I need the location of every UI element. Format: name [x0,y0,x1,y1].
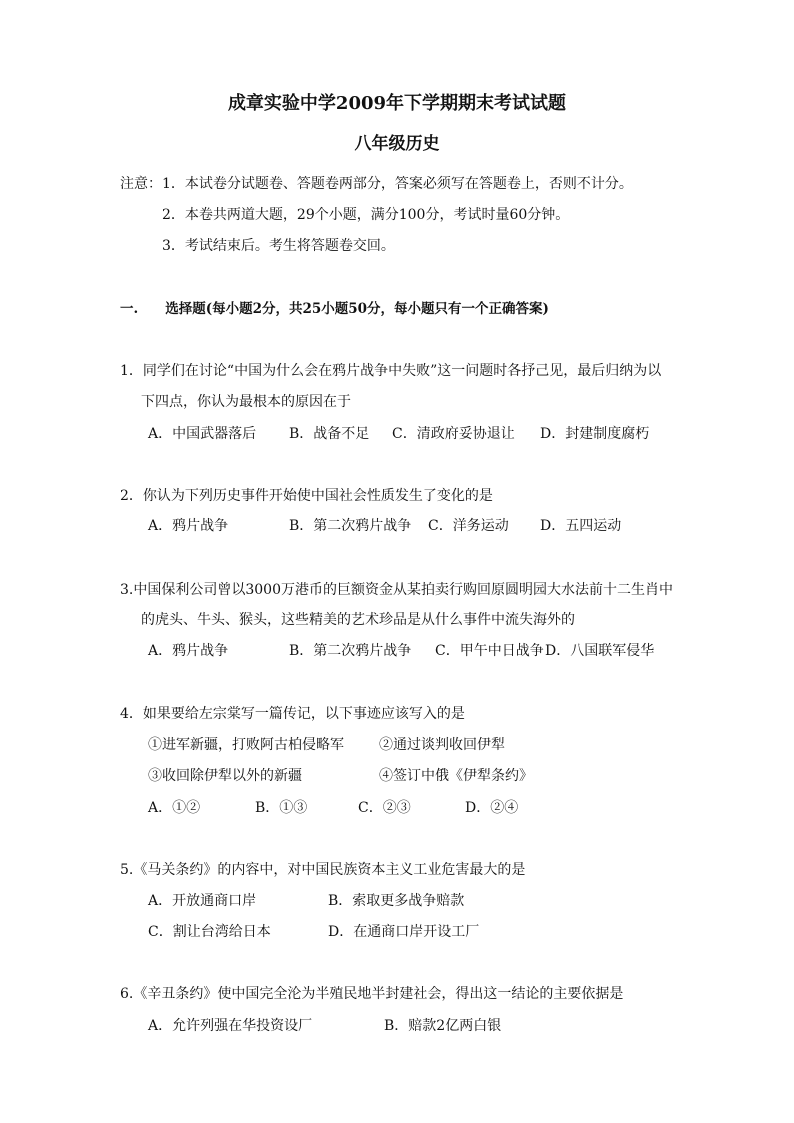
question-3-option-a: A．鸦片战争 [148,643,229,659]
exam-subtitle: 八年级历史 [354,134,440,154]
question-4-item-4: ④签订中俄《伊犁条约》 [379,768,533,784]
question-5-option-a: A．开放通商口岸 [148,893,257,909]
question-1-option-a: A．中国武器落后 [148,426,257,442]
question-1-option-c: C．清政府妥协退让 [392,426,515,442]
question-4-text: 4．如果要给左宗棠写一篇传记，以下事迹应该写入的是 [120,706,465,722]
question-2-option-b: B．第二次鸦片战争 [289,518,412,534]
question-4-option-b: B．①③ [255,800,308,816]
question-4-option-d: D．②④ [465,800,519,816]
question-2-option-c: C．洋务运动 [428,518,509,534]
question-3-option-c: C．甲午中日战争 [435,643,544,659]
question-3-text: 3.中国保利公司曾以3000万港币的巨额资金从某拍卖行购回原圆明园大水法前十二生肖中 [120,582,673,598]
question-5-option-b: B．索取更多战争赔款 [328,893,465,909]
question-4-item-2: ②通过谈判收回伊犁 [379,737,505,753]
note-2: 2．本卷共两道大题，29个小题，满分100分，考试时量60分钟。 [162,207,570,223]
question-6-option-a: A．允许列强在华投资设厂 [148,1018,313,1034]
question-6-option-b: B．赔款2亿两白银 [384,1018,502,1034]
question-2-option-d: D．五四运动 [540,518,622,534]
question-5-option-d: D．在通商口岸开设工厂 [328,924,480,940]
question-2-text: 2．你认为下列历史事件开始使中国社会性质发生了变化的是 [120,488,493,504]
question-4-item-1: ①进军新疆，打败阿古柏侵略军 [148,737,344,753]
note-3: 3．考试结束后。考生将答题卷交回。 [162,238,395,254]
question-1-text: 1．同学们在讨论“中国为什么会在鸦片战争中失败”这一问题时各抒己见，最后归纳为以 [120,363,662,379]
question-4-item-3: ③收回除伊犁以外的新疆 [148,768,302,784]
note-1: 注意：1．本试卷分试题卷、答题卷两部分，答案必须写在答题卷上，否则不计分。 [120,176,633,192]
question-1-text-cont: 下四点，你认为最根本的原因在于 [141,394,351,410]
section-heading: 一. 选择题(每小题2分，共25小题50分，每小题只有一个正确答案) [120,301,549,317]
question-6-text: 6.《辛丑条约》使中国完全沦为半殖民地半封建社会，得出这一结论的主要依据是 [120,986,624,1002]
question-4-option-a: A．①② [148,800,201,816]
question-3-option-b: B．第二次鸦片战争 [289,643,412,659]
question-3-text-cont: 的虎头、牛头、猴头，这些精美的艺术珍品是从什么事件中流失海外的 [141,612,575,628]
question-4-option-c: C．②③ [358,800,411,816]
question-2-option-a: A．鸦片战争 [148,518,229,534]
question-5-text: 5.《马关条约》的内容中，对中国民族资本主义工业危害最大的是 [120,862,526,878]
question-1-option-d: D．封建制度腐朽 [540,426,650,442]
question-3-option-d: D．八国联军侵华 [545,643,655,659]
question-5-option-c: C．割让台湾给日本 [148,924,271,940]
question-1-option-b: B．战备不足 [289,426,370,442]
exam-title: 成章实验中学2009年下学期期末考试试题 [227,93,567,114]
